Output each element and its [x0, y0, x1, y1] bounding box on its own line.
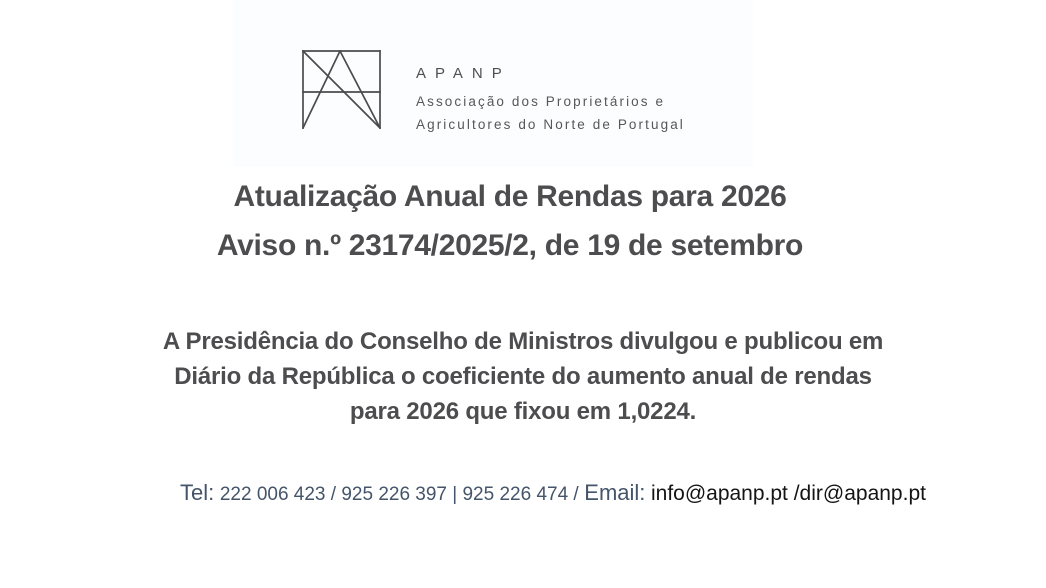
logo-acronym: APANP — [416, 65, 511, 82]
page-title — [0, 172, 1033, 270]
logo-tagline-line1: Associação dos Proprietários e — [416, 94, 666, 109]
title-line-1: Atualização Anual de Rendas para 2026 — [233, 180, 787, 213]
tel-label: Tel: — [180, 480, 215, 505]
logo-banner — [233, 0, 753, 167]
paragraph-line-2: Diário da República o coeficiente do aumento anual de rendas — [174, 363, 872, 390]
email-label: Email: — [584, 480, 646, 505]
logo-tagline-line2: Agricultores do Norte de Portugal — [416, 117, 685, 132]
email-addresses: info@apanp.pt /dir@apanp.pt — [650, 482, 926, 505]
phone-numbers: 222 006 423 / 925 226 397 | 925 226 474 / — [219, 484, 579, 505]
paragraph-line-1: A Presidência do Conselho de Ministros divulgou e publicou em — [162, 328, 884, 355]
contact-info — [30, 480, 1046, 506]
logo-text-block — [416, 66, 685, 136]
announcement-paragraph — [0, 324, 1046, 429]
title-line-2: Aviso n.º 23174/2025/2, de 19 de setembro — [216, 229, 804, 262]
apanp-logo-icon — [302, 50, 381, 129]
paragraph-line-3: para 2026 que fixou em 1,0224. — [349, 398, 697, 425]
